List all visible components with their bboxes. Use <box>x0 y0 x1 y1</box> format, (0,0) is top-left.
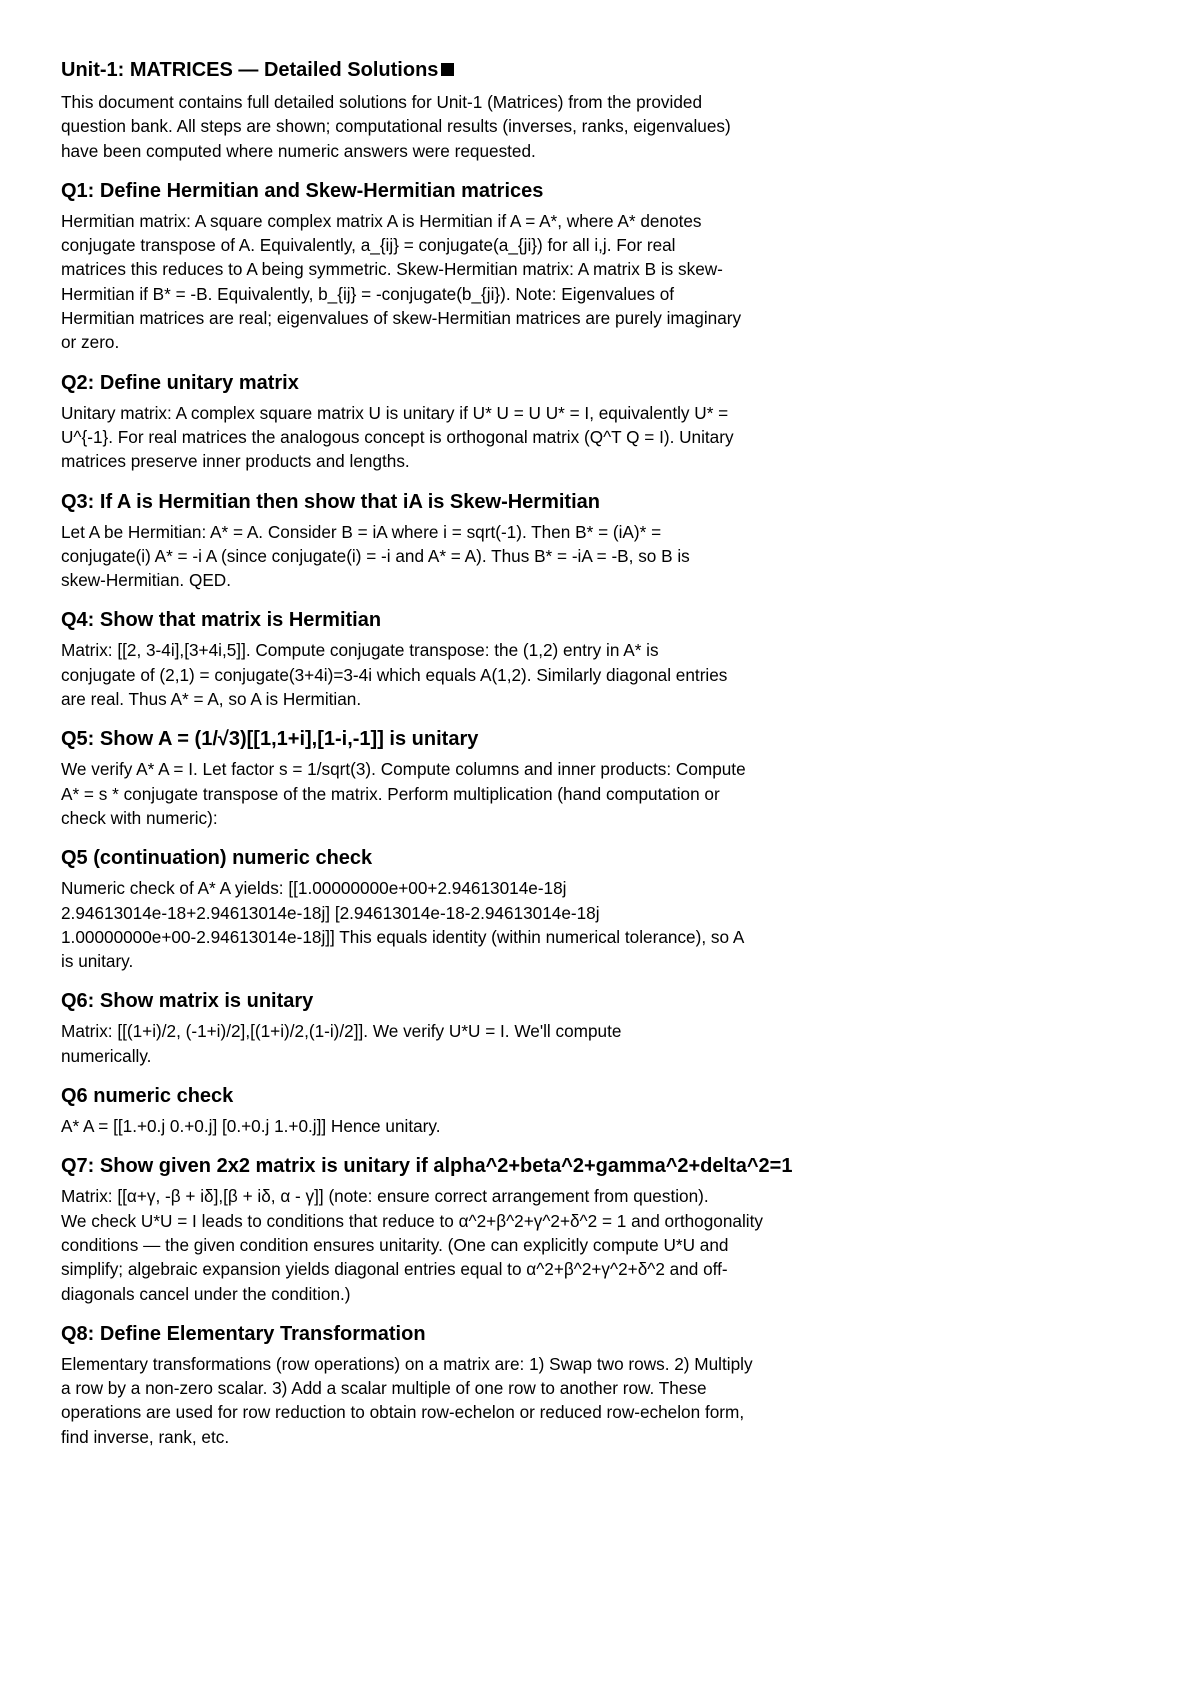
text-line: Hermitian if B* = -B. Equivalently, b_{ij} = -conjugate(b_{ji}). Note: Eigenvalues of <box>61 283 675 304</box>
section-body-q6 <box>61 1019 901 1068</box>
text-line: operations are used for row reduction to obtain row-echelon or reduced row-echelon form, <box>61 1402 745 1423</box>
section-heading-q3: Q3: If A is Hermitian then show that iA is Skew-Hermitian <box>61 490 600 513</box>
section-heading-q7: Q7: Show given 2x2 matrix is unitary if alpha^2+beta^2+gamma^2+delta^2=1 <box>61 1155 793 1178</box>
section-heading-q6-numeric-check: Q6 numeric check <box>61 1085 234 1108</box>
section-heading-q5-continuation: Q5 (continuation) numeric check <box>61 847 373 870</box>
section-body-q2 <box>61 401 901 474</box>
text-line: have been computed where numeric answers were requested. <box>61 140 536 161</box>
text-line: 2.94613014e-18+2.94613014e-18j] [2.94613014e-18-2.94613014e-18j <box>61 902 600 923</box>
text-line: numerically. <box>61 1045 152 1066</box>
section-body-q3 <box>61 520 901 593</box>
section-body-q4 <box>61 638 901 711</box>
intro-paragraph <box>61 90 901 163</box>
section-heading-q4: Q4: Show that matrix is Hermitian <box>61 609 382 632</box>
text-line: is unitary. <box>61 951 134 972</box>
section-body-q7 <box>61 1184 901 1305</box>
text-line: simplify; algebraic expansion yields diagonal entries equal to α^2+β^2+γ^2+δ^2 and off- <box>61 1259 728 1280</box>
text-line: A* = s * conjugate transpose of the matrix. Perform multiplication (hand computation or <box>61 783 720 804</box>
text-line: or zero. <box>61 332 120 353</box>
text-line: Let A be Hermitian: A* = A. Consider B = iA where i = sqrt(-1). Then B* = (iA)* = <box>61 521 662 542</box>
text-line: Matrix: [[(1+i)/2, (-1+i)/2],[(1+i)/2,(1-i)/2]]. We verify U*U = I. We'll compute <box>61 1021 622 1042</box>
text-line: We verify A* A = I. Let factor s = 1/sqrt(3). Compute columns and inner products: Compute <box>61 759 746 780</box>
text-line: matrices this reduces to A being symmetric. Skew-Hermitian matrix: A matrix B is skew- <box>61 259 723 280</box>
text-line: question bank. All steps are shown; computational results (inverses, ranks, eigenvalues) <box>61 116 731 137</box>
square-glyph-icon <box>441 63 454 76</box>
text-line: conjugate of (2,1) = conjugate(3+4i)=3-4i which equals A(1,2). Similarly diagonal entries <box>61 664 728 685</box>
section-heading-q5: Q5: Show A = (1/√3)[[1,1+i],[1-i,-1]] is unitary <box>61 728 479 751</box>
text-line: Hermitian matrices are real; eigenvalues of skew-Hermitian matrices are purely imaginary <box>61 308 742 329</box>
text-line: A* A = [[1.+0.j 0.+0.j] [0.+0.j 1.+0.j]] Hence unitary. <box>61 1116 441 1137</box>
text-line: skew-Hermitian. QED. <box>61 570 231 591</box>
text-line: are real. Thus A* = A, so A is Hermitian. <box>61 689 362 710</box>
section-body-q8 <box>61 1352 901 1449</box>
text-line: Numeric check of A* A yields: [[1.00000000e+00+2.94613014e-18j <box>61 878 567 899</box>
document-title <box>61 56 901 84</box>
text-line: diagonals cancel under the condition.) <box>61 1283 351 1304</box>
text-line: conjugate(i) A* = -i A (since conjugate(i) = -i and A* = A). Thus B* = -iA = -B, so B is <box>61 545 690 566</box>
text-line: Hermitian matrix: A square complex matrix A is Hermitian if A = A*, where A* denotes <box>61 210 702 231</box>
section-body-q5 <box>61 757 901 830</box>
document-page <box>61 56 901 1449</box>
section-heading-q8: Q8: Define Elementary Transformation <box>61 1322 426 1345</box>
text-line: check with numeric): <box>61 807 218 828</box>
text-line: matrices preserve inner products and lengths. <box>61 451 410 472</box>
text-line: conjugate transpose of A. Equivalently, a_{ij} = conjugate(a_{ji}) for all i,j. For real <box>61 235 676 256</box>
text-line: a row by a non-zero scalar. 3) Add a scalar multiple of one row to another row. These <box>61 1378 707 1399</box>
text-line: Elementary transformations (row operations) on a matrix are: 1) Swap two rows. 2) Multiply <box>61 1353 753 1374</box>
text-line: This document contains full detailed solutions for Unit-1 (Matrices) from the provided <box>61 92 702 112</box>
text-line: conditions — the given condition ensures unitarity. (One can explicitly compute U*U and <box>61 1234 729 1255</box>
text-line: Matrix: [[α+γ, -β + iδ],[β + iδ, α - γ]] (note: ensure correct arrangement from question). <box>61 1186 709 1207</box>
section-heading-q6: Q6: Show matrix is unitary <box>61 990 314 1013</box>
text-line: find inverse, rank, etc. <box>61 1426 230 1447</box>
text-line: 1.00000000e+00-2.94613014e-18j]] This equals identity (within numerical tolerance), so A <box>61 926 745 947</box>
section-body-q6-numeric-check <box>61 1114 901 1138</box>
text-line: U^{-1}. For real matrices the analogous concept is orthogonal matrix (Q^T Q = I). Unitary <box>61 426 734 447</box>
section-body-q5-continuation <box>61 876 901 973</box>
section-heading-q1: Q1: Define Hermitian and Skew-Hermitian matrices <box>61 179 544 202</box>
text-line: Matrix: [[2, 3-4i],[3+4i,5]]. Compute conjugate transpose: the (1,2) entry in A* is <box>61 640 659 661</box>
section-body-q1 <box>61 209 901 355</box>
text-line: Unitary matrix: A complex square matrix U is unitary if U* U = U U* = I, equivalently U* = <box>61 402 729 423</box>
text-line: We check U*U = I leads to conditions that reduce to α^2+β^2+γ^2+δ^2 = 1 and orthogonality <box>61 1210 763 1231</box>
section-heading-q2: Q2: Define unitary matrix <box>61 371 299 394</box>
document-title-text: Unit-1: MATRICES — Detailed Solutions <box>61 59 439 81</box>
